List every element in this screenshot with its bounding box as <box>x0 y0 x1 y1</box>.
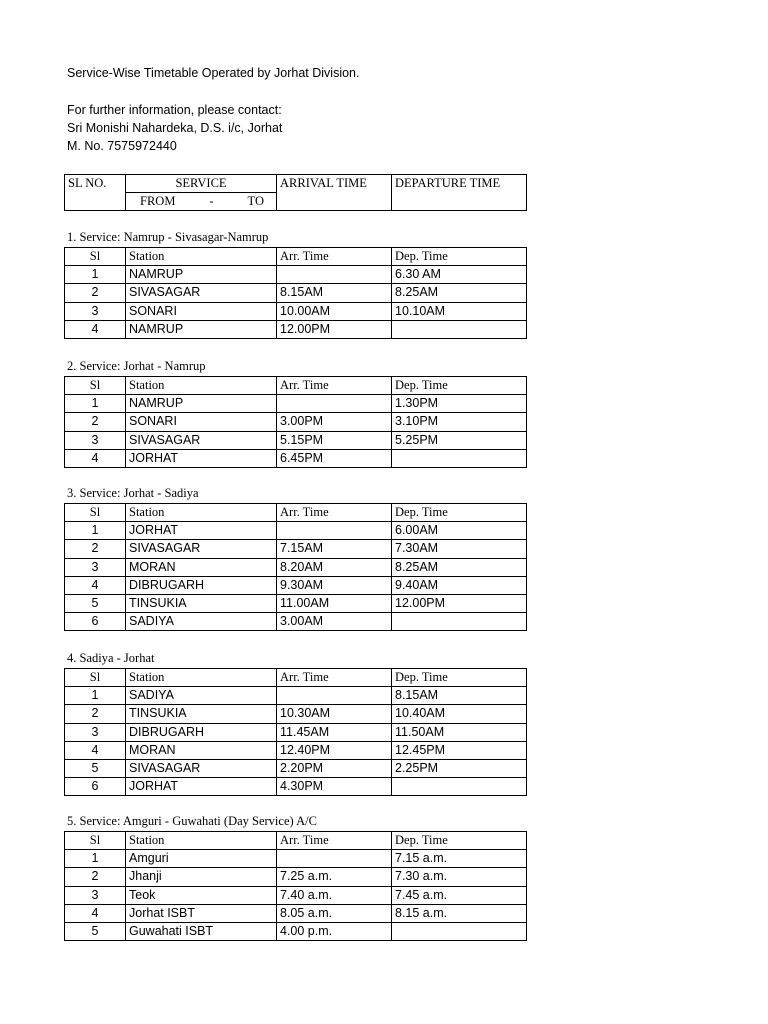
departure-time-cell <box>392 613 527 631</box>
col-arr-time-header: Arr. Time <box>277 377 392 395</box>
col-station-header: Station <box>126 832 277 850</box>
arrival-time-cell <box>277 687 392 705</box>
sl-cell: 3 <box>65 886 126 904</box>
col-sl-header: Sl <box>65 504 126 522</box>
arrival-time-cell: 10.00AM <box>277 302 392 320</box>
col-dep-time-header: Dep. Time <box>392 248 527 266</box>
contact-intro: For further information, please contact: <box>67 103 282 117</box>
table-row <box>65 540 527 558</box>
sl-cell: 5 <box>65 759 126 777</box>
sl-cell: 6 <box>65 613 126 631</box>
station-cell: SIVASAGAR <box>126 540 277 558</box>
station-cell: NAMRUP <box>126 320 277 338</box>
station-cell: DIBRUGARH <box>126 576 277 594</box>
col-dep-time-header: Dep. Time <box>392 377 527 395</box>
sl-cell: 3 <box>65 558 126 576</box>
header-departure-time: DEPARTURE TIME <box>392 175 527 211</box>
table-row <box>65 687 527 705</box>
table-row <box>65 302 527 320</box>
station-cell: DIBRUGARH <box>126 723 277 741</box>
station-cell: TINSUKIA <box>126 594 277 612</box>
col-arr-time-header: Arr. Time <box>277 248 392 266</box>
header-dash: - <box>209 194 214 209</box>
col-sl-header: Sl <box>65 669 126 687</box>
departure-time-cell: 5.25PM <box>392 431 527 449</box>
departure-time-cell: 7.45 a.m. <box>392 886 527 904</box>
table-row <box>65 904 527 922</box>
arrival-time-cell: 7.15AM <box>277 540 392 558</box>
departure-time-cell: 8.15 a.m. <box>392 904 527 922</box>
table-row <box>65 850 527 868</box>
sl-cell: 3 <box>65 431 126 449</box>
col-dep-time-header: Dep. Time <box>392 504 527 522</box>
arrival-time-cell: 3.00AM <box>277 613 392 631</box>
sl-cell: 1 <box>65 395 126 413</box>
departure-time-cell <box>392 778 527 796</box>
station-cell: SONARI <box>126 413 277 431</box>
departure-time-cell: 1.30PM <box>392 395 527 413</box>
sl-cell: 2 <box>65 540 126 558</box>
table-row <box>65 449 527 467</box>
station-cell: SADIYA <box>126 613 277 631</box>
col-arr-time-header: Arr. Time <box>277 832 392 850</box>
sl-cell: 3 <box>65 302 126 320</box>
sl-cell: 2 <box>65 705 126 723</box>
col-sl-header: Sl <box>65 832 126 850</box>
station-cell: Amguri <box>126 850 277 868</box>
service-timetable <box>64 376 527 468</box>
station-cell: JORHAT <box>126 778 277 796</box>
sl-cell: 4 <box>65 904 126 922</box>
sl-cell: 6 <box>65 778 126 796</box>
table-row <box>65 868 527 886</box>
service-title: 3. Service: Jorhat - Sadiya <box>67 486 199 500</box>
service-timetable <box>64 247 527 339</box>
station-cell: SIVASAGAR <box>126 284 277 302</box>
service-title: 5. Service: Amguri - Guwahati (Day Service) A/C <box>67 814 317 828</box>
contact-name: Sri Monishi Nahardeka, D.S. i/c, Jorhat <box>67 121 283 135</box>
arrival-time-cell: 2.20PM <box>277 759 392 777</box>
departure-time-cell <box>392 449 527 467</box>
departure-time-cell: 7.15 a.m. <box>392 850 527 868</box>
arrival-time-cell <box>277 850 392 868</box>
sl-cell: 4 <box>65 320 126 338</box>
arrival-time-cell: 8.20AM <box>277 558 392 576</box>
station-cell: NAMRUP <box>126 395 277 413</box>
table-row <box>65 705 527 723</box>
departure-time-cell: 12.45PM <box>392 741 527 759</box>
table-row <box>65 522 527 540</box>
table-row <box>65 266 527 284</box>
table-row <box>65 284 527 302</box>
station-cell: MORAN <box>126 558 277 576</box>
table-header-row <box>65 832 527 850</box>
departure-time-cell: 7.30AM <box>392 540 527 558</box>
departure-time-cell: 6.30 AM <box>392 266 527 284</box>
col-station-header: Station <box>126 377 277 395</box>
table-row <box>65 778 527 796</box>
table-header-row <box>65 377 527 395</box>
sl-cell: 5 <box>65 594 126 612</box>
station-cell: MORAN <box>126 741 277 759</box>
arrival-time-cell <box>277 395 392 413</box>
arrival-time-cell: 6.45PM <box>277 449 392 467</box>
service-timetable <box>64 668 527 796</box>
header-sl-no: SL NO. <box>65 175 126 211</box>
station-cell: JORHAT <box>126 449 277 467</box>
col-dep-time-header: Dep. Time <box>392 832 527 850</box>
col-station-header: Station <box>126 248 277 266</box>
station-cell: NAMRUP <box>126 266 277 284</box>
arrival-time-cell: 3.00PM <box>277 413 392 431</box>
header-table <box>64 174 527 211</box>
arrival-time-cell: 8.15AM <box>277 284 392 302</box>
service-title: 2. Service: Jorhat - Namrup <box>67 359 206 373</box>
table-header-row <box>65 248 527 266</box>
sl-cell: 2 <box>65 413 126 431</box>
station-cell: SADIYA <box>126 687 277 705</box>
table-row <box>65 320 527 338</box>
document-title: Service-Wise Timetable Operated by Jorhat Division. <box>67 66 360 80</box>
header-to: TO <box>247 194 264 209</box>
arrival-time-cell: 8.05 a.m. <box>277 904 392 922</box>
col-sl-header: Sl <box>65 377 126 395</box>
header-arrival-time: ARRIVAL TIME <box>277 175 392 211</box>
station-cell: Guwahati ISBT <box>126 922 277 940</box>
departure-time-cell: 12.00PM <box>392 594 527 612</box>
station-cell: Jorhat ISBT <box>126 904 277 922</box>
sl-cell: 5 <box>65 922 126 940</box>
arrival-time-cell: 11.45AM <box>277 723 392 741</box>
sl-cell: 2 <box>65 868 126 886</box>
arrival-time-cell <box>277 266 392 284</box>
table-row <box>65 613 527 631</box>
arrival-time-cell: 12.40PM <box>277 741 392 759</box>
table-header-row <box>65 669 527 687</box>
arrival-time-cell: 7.40 a.m. <box>277 886 392 904</box>
station-cell: SONARI <box>126 302 277 320</box>
departure-time-cell: 9.40AM <box>392 576 527 594</box>
arrival-time-cell: 12.00PM <box>277 320 392 338</box>
contact-mobile: M. No. 7575972440 <box>67 139 177 153</box>
departure-time-cell: 2.25PM <box>392 759 527 777</box>
arrival-time-cell: 4.30PM <box>277 778 392 796</box>
station-cell: Teok <box>126 886 277 904</box>
sl-cell: 4 <box>65 741 126 759</box>
table-header-row <box>65 504 527 522</box>
table-row <box>65 759 527 777</box>
header-from-to <box>126 193 277 211</box>
col-arr-time-header: Arr. Time <box>277 669 392 687</box>
table-row <box>65 922 527 940</box>
departure-time-cell: 10.10AM <box>392 302 527 320</box>
table-row <box>65 558 527 576</box>
table-row <box>65 576 527 594</box>
service-timetable <box>64 831 527 941</box>
service-title: 4. Sadiya - Jorhat <box>67 651 155 665</box>
col-sl-header: Sl <box>65 248 126 266</box>
col-station-header: Station <box>126 669 277 687</box>
departure-time-cell: 8.25AM <box>392 558 527 576</box>
arrival-time-cell: 5.15PM <box>277 431 392 449</box>
departure-time-cell: 6.00AM <box>392 522 527 540</box>
col-station-header: Station <box>126 504 277 522</box>
col-dep-time-header: Dep. Time <box>392 669 527 687</box>
departure-time-cell <box>392 922 527 940</box>
departure-time-cell: 7.30 a.m. <box>392 868 527 886</box>
table-row <box>65 594 527 612</box>
sl-cell: 1 <box>65 850 126 868</box>
arrival-time-cell: 11.00AM <box>277 594 392 612</box>
sl-cell: 1 <box>65 266 126 284</box>
departure-time-cell: 11.50AM <box>392 723 527 741</box>
col-arr-time-header: Arr. Time <box>277 504 392 522</box>
station-cell: Jhanji <box>126 868 277 886</box>
table-row <box>65 741 527 759</box>
table-row <box>65 886 527 904</box>
station-cell: JORHAT <box>126 522 277 540</box>
arrival-time-cell: 10.30AM <box>277 705 392 723</box>
header-service: SERVICE <box>126 175 277 193</box>
sl-cell: 1 <box>65 522 126 540</box>
departure-time-cell: 8.15AM <box>392 687 527 705</box>
departure-time-cell: 3.10PM <box>392 413 527 431</box>
service-timetable <box>64 503 527 631</box>
table-row <box>65 431 527 449</box>
sl-cell: 1 <box>65 687 126 705</box>
table-row <box>65 723 527 741</box>
sl-cell: 4 <box>65 449 126 467</box>
arrival-time-cell <box>277 522 392 540</box>
table-row <box>65 413 527 431</box>
departure-time-cell <box>392 320 527 338</box>
sl-cell: 3 <box>65 723 126 741</box>
arrival-time-cell: 4.00 p.m. <box>277 922 392 940</box>
arrival-time-cell: 7.25 a.m. <box>277 868 392 886</box>
sl-cell: 2 <box>65 284 126 302</box>
departure-time-cell: 8.25AM <box>392 284 527 302</box>
header-from: FROM <box>140 194 176 209</box>
table-row <box>65 395 527 413</box>
station-cell: SIVASAGAR <box>126 431 277 449</box>
arrival-time-cell: 9.30AM <box>277 576 392 594</box>
station-cell: SIVASAGAR <box>126 759 277 777</box>
sl-cell: 4 <box>65 576 126 594</box>
departure-time-cell: 10.40AM <box>392 705 527 723</box>
service-title: 1. Service: Namrup - Sivasagar-Namrup <box>67 230 269 244</box>
station-cell: TINSUKIA <box>126 705 277 723</box>
